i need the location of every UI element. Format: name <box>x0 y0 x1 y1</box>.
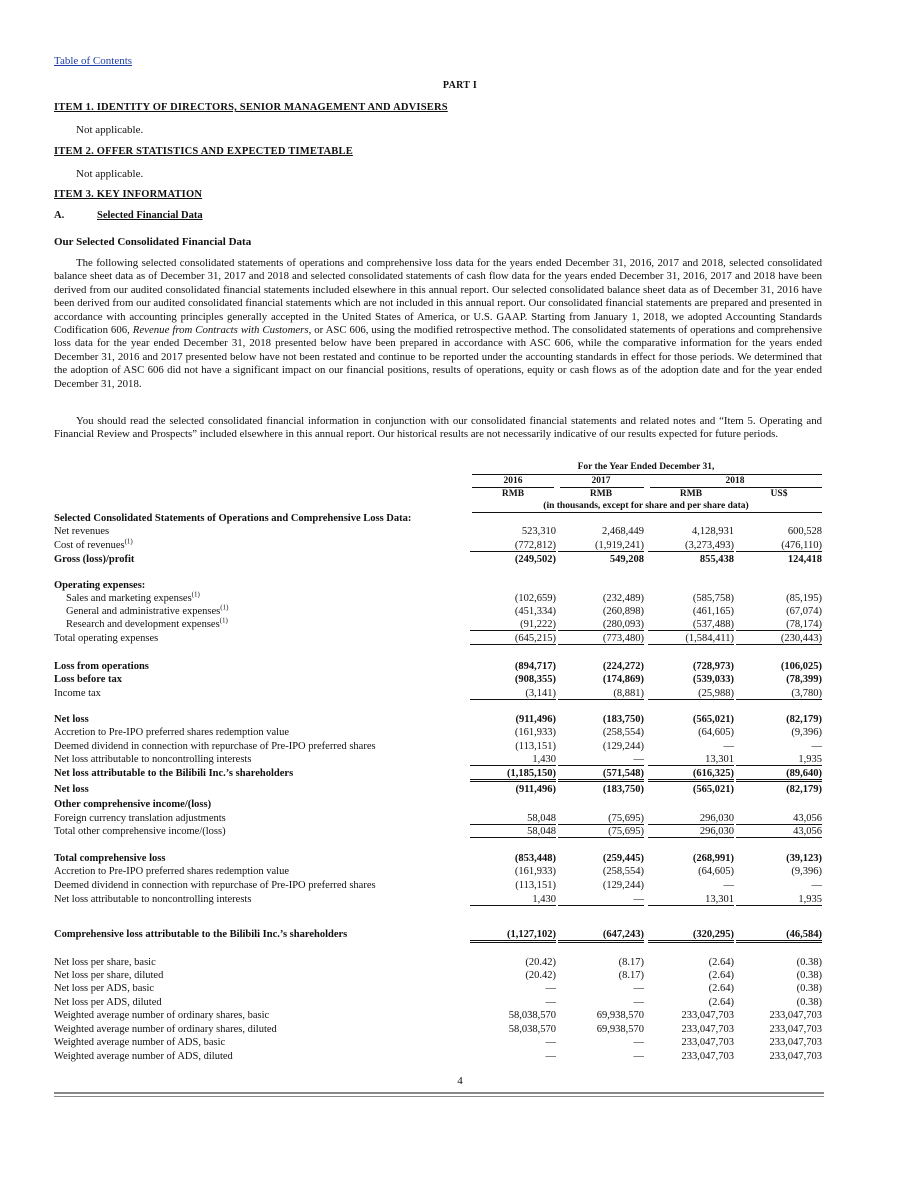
table-row <box>0 1010 920 1023</box>
item1-heading: ITEM 1. IDENTITY OF DIRECTORS, SENIOR MANAGEMENT AND ADVISERS <box>54 102 448 113</box>
table-row <box>0 537 920 553</box>
cell-value: (537,488) <box>648 619 734 631</box>
cell-value: (39,123) <box>786 853 822 864</box>
cell-value: (183,750) <box>602 784 644 795</box>
item2-heading: ITEM 2. OFFER STATISTICS AND EXPECTED TIMETABLE <box>54 146 353 157</box>
cell-value: (82,179) <box>786 784 822 795</box>
cell-value: (20.42) <box>525 957 556 968</box>
cell-value: (0.38) <box>796 957 822 968</box>
row-label: Weighted average number of ADS, basic <box>54 1037 226 1048</box>
currency-header-1: RMB <box>501 489 525 499</box>
cell-value: — <box>723 880 734 891</box>
row-label: Total comprehensive loss <box>54 853 166 864</box>
row-label: Weighted average number of ADS, diluted <box>54 1051 233 1062</box>
row-label: Weighted average number of ordinary shares, basic <box>54 1010 270 1021</box>
intro-paragraph-italic: Revenue from Contracts with Customers <box>132 324 309 337</box>
cell-value: — <box>633 983 644 994</box>
footnote-marker: (1) <box>124 537 133 546</box>
cell-value: (129,244) <box>602 880 644 891</box>
cell-value: — <box>811 741 822 752</box>
cell-value: (645,215) <box>470 633 556 645</box>
cell-value: — <box>633 997 644 1008</box>
row-label: General and administrative expenses$^{(1)}$ <box>66 603 229 617</box>
cell-value: (539,033) <box>692 674 734 685</box>
row-label: Deemed dividend in connection with repurchase of Pre-IPO preferred shares <box>54 741 376 752</box>
cell-value: — <box>723 741 734 752</box>
cell-value: (174,869) <box>602 674 644 685</box>
cell-value: (8.17) <box>618 970 644 981</box>
row-label: Accretion to Pre-IPO preferred shares redemption value <box>54 727 289 738</box>
table-row <box>0 590 920 606</box>
cell-value: 549,208 <box>609 554 644 565</box>
cell-value: (911,496) <box>515 784 556 795</box>
cell-value: (258,554) <box>602 727 644 738</box>
cell-value: (571,548) <box>558 768 644 782</box>
cell-value: (75,695) <box>558 813 644 825</box>
cell-value: (268,991) <box>692 853 734 864</box>
cell-value: (78,174) <box>736 619 822 631</box>
row-label: Net loss per share, diluted <box>54 970 164 981</box>
cell-value: — <box>633 1051 644 1062</box>
table-of-contents-link[interactable]: Table of Contents <box>54 55 133 67</box>
cell-value: (260,898) <box>602 606 644 617</box>
cell-value: 13,301 <box>648 894 734 906</box>
cell-value: 43,056 <box>736 826 822 838</box>
cell-value: (3,273,493) <box>648 540 734 552</box>
cell-value: (565,021) <box>692 714 734 725</box>
cell-value: (894,717) <box>514 661 556 672</box>
currency-header-3: RMB <box>679 489 703 499</box>
cell-value: 855,438 <box>699 554 734 565</box>
table-row <box>0 799 920 812</box>
cell-value: (102,659) <box>514 593 556 604</box>
cell-value: 600,528 <box>787 526 822 537</box>
cell-value: — <box>545 1037 556 1048</box>
cell-value: 69,938,570 <box>596 1024 644 1035</box>
table-row <box>0 768 920 781</box>
table-row <box>0 983 920 996</box>
table-row <box>0 688 920 701</box>
cell-value: 233,047,703 <box>769 1024 822 1035</box>
cell-value: (78,399) <box>786 674 822 685</box>
year-header-2016: 2016 <box>503 476 523 486</box>
table-row <box>0 1051 920 1064</box>
cell-value: (1,127,102) <box>470 929 556 943</box>
row-label: Comprehensive loss attributable to the Bilibili Inc.’s shareholders <box>54 929 348 940</box>
cell-value: (64,605) <box>698 866 734 877</box>
cell-value: 233,047,703 <box>681 1051 734 1062</box>
unit-note: (in thousands, except for share and per share data) <box>543 501 749 511</box>
cell-value: (75,695) <box>558 826 644 838</box>
table-row <box>0 1037 920 1050</box>
cell-value: — <box>811 880 822 891</box>
year-header-2018: 2018 <box>725 476 745 486</box>
cell-value: (911,496) <box>515 714 556 725</box>
table-row <box>0 754 920 767</box>
table-row <box>0 970 920 983</box>
cell-value: (280,093) <box>558 619 644 631</box>
footer-rule <box>54 1092 824 1094</box>
cell-value: 58,038,570 <box>508 1010 556 1021</box>
table-row <box>0 513 920 526</box>
cell-value: 233,047,703 <box>681 1037 734 1048</box>
subsection-title: Selected Financial Data <box>97 210 203 221</box>
cell-value: (9,396) <box>791 866 822 877</box>
cell-value: (64,605) <box>698 727 734 738</box>
table-row <box>0 741 920 754</box>
cell-value: (161,933) <box>514 727 556 738</box>
cell-value: 58,038,570 <box>508 1024 556 1035</box>
section-title: Our Selected Consolidated Financial Data <box>54 236 252 248</box>
cell-value: (2.64) <box>708 997 734 1008</box>
cell-value: 58,048 <box>470 826 556 838</box>
table-row <box>0 997 920 1010</box>
row-label: Research and development expenses$^{(1)}$ <box>66 616 228 630</box>
row-label: Cost of revenues$^{(1)}$ <box>54 537 133 551</box>
item3-heading: ITEM 3. KEY INFORMATION <box>54 189 203 200</box>
cell-value: (2.64) <box>708 957 734 968</box>
part-heading: PART I <box>442 80 478 91</box>
table-row <box>0 929 920 942</box>
cell-value: — <box>545 1051 556 1062</box>
row-label: Accretion to Pre-IPO preferred shares redemption value <box>54 866 289 877</box>
table-row <box>0 616 920 632</box>
table-row <box>0 674 920 687</box>
cell-value: 1,935 <box>736 754 822 766</box>
table-row <box>0 880 920 893</box>
cell-value: (161,933) <box>514 866 556 877</box>
cell-value: (249,502) <box>514 554 556 565</box>
table-row <box>0 603 920 619</box>
cell-value: (82,179) <box>786 714 822 725</box>
cell-value: (565,021) <box>692 784 734 795</box>
table-row <box>0 633 920 646</box>
table-row <box>0 727 920 740</box>
footnote-marker: (1) <box>191 590 200 599</box>
cell-value: 233,047,703 <box>681 1010 734 1021</box>
cell-value: 69,938,570 <box>596 1010 644 1021</box>
table-row <box>0 526 920 539</box>
table-row <box>0 813 920 826</box>
cell-value: (461,165) <box>692 606 734 617</box>
cell-value: (1,919,241) <box>558 540 644 552</box>
cell-value: (259,445) <box>602 853 644 864</box>
cell-value: (25,988) <box>648 688 734 700</box>
row-label: Total other comprehensive income/(loss) <box>54 826 226 837</box>
row-label: Weighted average number of ordinary shares, diluted <box>54 1024 277 1035</box>
table-row <box>0 1024 920 1037</box>
cell-value: (908,355) <box>514 674 556 685</box>
cell-value: (113,151) <box>515 880 556 891</box>
cell-value: (773,480) <box>558 633 644 645</box>
cell-value: (2.64) <box>708 970 734 981</box>
cell-value: (232,489) <box>602 593 644 604</box>
intro-paragraph-text-1: The following selected consolidated statements of operations and comprehensive loss data for the years ended December 31, 2016, 2017 and 2018, selected consolidated balance sheet data as of December 31, 2017 and 2018 and selected consolidated statements of cash flow data for the years ended December 31, 2016, 2017 and 2018 have been derived from our audited consolidated financial statements included elsewhere in this annual report. Our selected consolidated balance sheet data as of December 31, 2016 have been derived from our audited consolidated financial statements which are not included in this annual report. Our consolidated financial statements are prepared and presented in accordance with accounting principles generally accepted in the United States of America, or U.S. GAAP. Starting from January 1, 2018, we adopted Accounting Standards Codification 606, <box>54 257 822 337</box>
page-number: 4 <box>457 1075 463 1087</box>
footnote-marker: (1) <box>219 616 228 625</box>
cell-value: 1,935 <box>736 894 822 906</box>
item1-text: Not applicable. <box>76 124 144 136</box>
cell-value: (9,396) <box>791 727 822 738</box>
cell-value: — <box>558 754 644 766</box>
table-row <box>0 580 920 593</box>
cell-value: (67,074) <box>786 606 822 617</box>
cell-value: — <box>558 894 644 906</box>
cell-value: (853,448) <box>514 853 556 864</box>
table-row <box>0 714 920 727</box>
cell-value: 1,430 <box>470 894 556 906</box>
cell-value: 4,128,931 <box>692 526 734 537</box>
cell-value: 1,430 <box>470 754 556 766</box>
intro-paragraph-text-2: , or ASC 606, using the modified retrospective method. The consolidated statements of operations and comprehensive loss data for the year ended December 31, 2018 presented below have been prepared in accordance with ASC 606, while the comparative information for the years ended December 31, 2016 and 2017 presented below have not been restated and continue to be reported under the accounting standards in effect for those periods. We determined that the adoption of ASC 606 did not have a significant impact on our financial positions, results of operations, equity or cash flows as of the adoption date and for the year ended December 31, 2018. <box>54 324 822 390</box>
row-label: Net loss attributable to noncontrolling interests <box>54 754 252 765</box>
cell-value: (728,973) <box>692 661 734 672</box>
cell-value: (8,881) <box>558 688 644 700</box>
cell-value: 296,030 <box>648 813 734 825</box>
cell-value: 523,310 <box>521 526 556 537</box>
row-label: Income tax <box>54 688 101 699</box>
cell-value: (89,640) <box>736 768 822 782</box>
cell-value: (0.38) <box>796 997 822 1008</box>
cell-value: (1,185,150) <box>470 768 556 782</box>
cell-value: — <box>633 1037 644 1048</box>
item2-text: Not applicable. <box>76 168 144 180</box>
cell-value: (320,295) <box>648 929 734 943</box>
table-row <box>0 866 920 879</box>
cell-value: 124,418 <box>787 554 822 565</box>
cell-value: 296,030 <box>648 826 734 838</box>
cell-value: 233,047,703 <box>769 1037 822 1048</box>
cell-value: (2.64) <box>708 983 734 994</box>
row-label: Other comprehensive income/(loss) <box>54 799 212 810</box>
currency-header-4: US$ <box>770 489 788 499</box>
cell-value: (106,025) <box>780 661 822 672</box>
cell-value: — <box>545 983 556 994</box>
row-label: Deemed dividend in connection with repurchase of Pre-IPO preferred shares <box>54 880 376 891</box>
cell-value: — <box>545 997 556 1008</box>
intro-paragraph <box>54 257 822 391</box>
cell-value: (0.38) <box>796 970 822 981</box>
cell-value: (113,151) <box>515 741 556 752</box>
cell-value: (8.17) <box>618 957 644 968</box>
cell-value: (451,334) <box>514 606 556 617</box>
cell-value: (616,325) <box>648 768 734 782</box>
row-label: Sales and marketing expenses$^{(1)}$ <box>66 590 200 604</box>
row-label: Operating expenses: <box>54 580 146 591</box>
cell-value: 43,056 <box>736 813 822 825</box>
cell-value: (258,554) <box>602 866 644 877</box>
cell-value: 2,468,449 <box>602 526 644 537</box>
cell-value: (230,443) <box>736 633 822 645</box>
row-label: Net revenues <box>54 526 110 537</box>
table-row <box>0 853 920 866</box>
subsection-a-heading <box>54 210 203 221</box>
cell-value: (647,243) <box>558 929 644 943</box>
cell-value: (129,244) <box>602 741 644 752</box>
cell-value: 58,048 <box>470 813 556 825</box>
row-label: Selected Consolidated Statements of Operations and Comprehensive Loss Data: <box>54 513 412 524</box>
cell-value: (91,222) <box>470 619 556 631</box>
period-header: For the Year Ended December 31, <box>577 462 715 472</box>
guidance-paragraph: You should read the selected consolidated financial information in conjunction with our consolidated financial statements and related notes and “Item 5. Operating and Financial Review and Prospects” included elsewhere in this annual report. Our historical results are not necessarily indicative of our results expected for future periods. <box>54 415 822 441</box>
table-row <box>0 957 920 970</box>
table-row <box>0 826 920 839</box>
cell-value: (1,584,411) <box>648 633 734 645</box>
currency-header-2: RMB <box>589 489 613 499</box>
row-label: Net loss attributable to the Bilibili Inc.’s shareholders <box>54 768 294 779</box>
row-label: Foreign currency translation adjustments <box>54 813 226 824</box>
row-label: Net loss per ADS, basic <box>54 983 155 994</box>
row-label: Net loss attributable to noncontrolling interests <box>54 894 252 905</box>
row-label: Net loss per share, basic <box>54 957 156 968</box>
cell-value: (3,141) <box>470 688 556 700</box>
cell-value: (224,272) <box>602 661 644 672</box>
table-row <box>0 784 920 797</box>
cell-value: 233,047,703 <box>769 1010 822 1021</box>
footnote-marker: (1) <box>220 603 229 612</box>
footer-rule-thin <box>54 1096 824 1097</box>
table-row <box>0 894 920 907</box>
row-label: Loss before tax <box>54 674 123 685</box>
cell-value: (772,812) <box>470 540 556 552</box>
row-label: Net loss <box>54 784 89 795</box>
row-label: Gross (loss)/profit <box>54 554 135 565</box>
cell-value: 233,047,703 <box>769 1051 822 1062</box>
cell-value: (46,584) <box>736 929 822 943</box>
subsection-letter: A. <box>54 210 65 221</box>
table-row <box>0 554 920 567</box>
cell-value: (85,195) <box>786 593 822 604</box>
cell-value: (20.42) <box>525 970 556 981</box>
cell-value: (0.38) <box>796 983 822 994</box>
row-label: Loss from operations <box>54 661 149 672</box>
cell-value: (183,750) <box>602 714 644 725</box>
row-label: Net loss <box>54 714 89 725</box>
table-row <box>0 661 920 674</box>
row-label: Net loss per ADS, diluted <box>54 997 162 1008</box>
cell-value: 233,047,703 <box>681 1024 734 1035</box>
cell-value: 13,301 <box>648 754 734 766</box>
year-header-2017: 2017 <box>591 476 611 486</box>
cell-value: (476,110) <box>736 540 822 552</box>
row-label: Total operating expenses <box>54 633 159 644</box>
cell-value: (3,780) <box>736 688 822 700</box>
cell-value: (585,758) <box>692 593 734 604</box>
